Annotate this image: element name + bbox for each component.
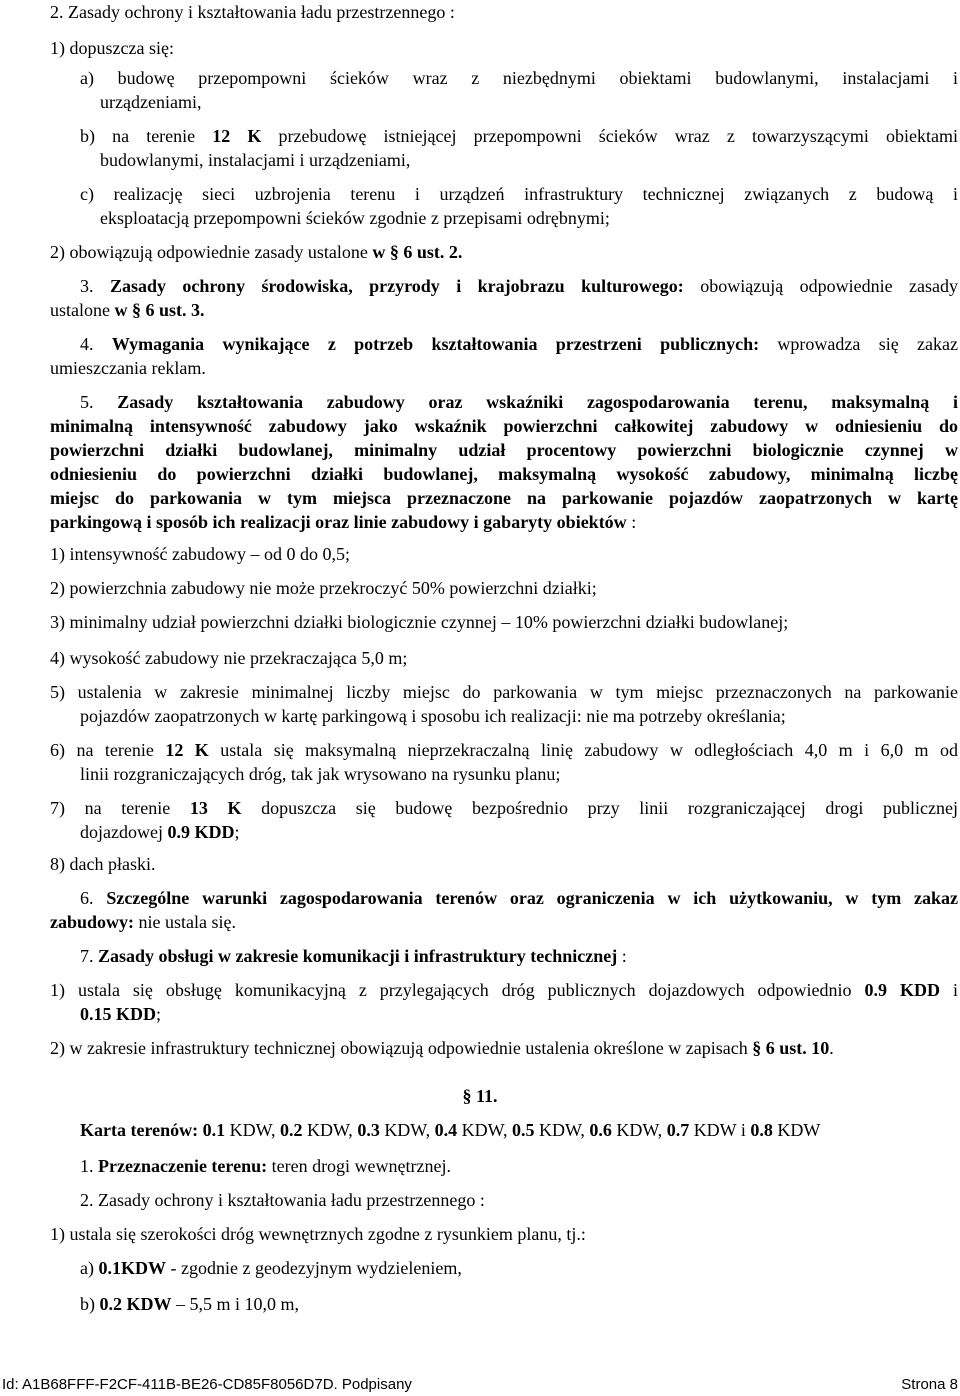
list-item: 6) na terenie 12 K ustala się maksymalną nieprzekraczalną linię zabudowy w odległościach 4,0 m i 6,0 m od (50, 740, 958, 760)
paragraph-continuation: ustalone w § 6 ust. 3. (50, 300, 205, 320)
paragraph-continuation: zabudowy: nie ustala się. (50, 912, 236, 932)
list-item: 7) na terenie 13 K dopuszcza się budowę bezpośrednio przy linii rozgraniczającej drogi publicznej (50, 798, 958, 818)
list-item-continuation: urządzeniami, (100, 92, 202, 112)
page-number: Strona 8 (901, 1376, 958, 1393)
paragraph-line: miejsc do parkowania w tym miejsca przeznaczone na parkowanie pojazdów zaopatrzonych w kartę (50, 488, 958, 508)
paragraph-line: powierzchni działki budowlanej, minimalny udział procentowy powierzchni biologicznie czynnej w (50, 440, 958, 460)
section-heading: 2. Zasady ochrony i kształtowania ładu przestrzennego : (80, 1190, 485, 1210)
paragraph-line: odniesieniu do powierzchni działki budowlanej, maksymalną wysokość zabudowy, minimalną liczbę (50, 464, 958, 484)
list-item-continuation: linii rozgraniczających dróg, tak jak wrysowano na rysunku planu; (80, 764, 561, 784)
list-item: 1) intensywność zabudowy – od 0 do 0,5; (50, 544, 350, 564)
paragraph-line: parkingową i sposób ich realizacji oraz linie zabudowy i gabaryty obiektów : (50, 512, 637, 532)
list-item: 2) w zakresie infrastruktury technicznej obowiązują odpowiednie ustalenia określone w zapisach § 6 ust. 10. (50, 1038, 834, 1058)
list-item-continuation: pojazdów zaopatrzonych w kartę parkingową i sposobu ich realizacji: nie ma potrzeby określania; (80, 706, 786, 726)
list-item: 3) minimalny udział powierzchni działki biologicznie czynnej – 10% powierzchni działki budowlanej; (50, 612, 789, 632)
section-heading: 5. Zasady kształtowania zabudowy oraz wskaźniki zagospodarowania terenu, maksymalną i (80, 392, 958, 412)
list-item-continuation: 0.15 KDD; (80, 1004, 162, 1024)
list-item: 8) dach płaski. (50, 854, 156, 874)
list-item: 1) ustala się szerokości dróg wewnętrznych zgodne z rysunkiem planu, tj.: (50, 1224, 586, 1244)
list-item: b) 0.2 KDW – 5,5 m i 10,0 m, (80, 1294, 300, 1314)
list-item: 1) ustala się obsługę komunikacyjną z przylegających dróg publicznych dojazdowych odpowiednio 0.9 KDD i (50, 980, 958, 1000)
section-heading: 4. Wymagania wynikające z potrzeb kształtowania przestrzeni publicznych: wprowadza się zakaz (80, 334, 958, 354)
list-item: b) na terenie 12 K przebudowę istniejącej przepompowni ścieków wraz z towarzyszącymi obiektami (80, 126, 958, 146)
list-item-continuation: eksploatacją przepompowni ścieków zgodnie z przepisami odrębnymi; (100, 208, 610, 228)
paragraph-continuation: umieszczania reklam. (50, 358, 206, 378)
list-item: c) realizację sieci uzbrojenia terenu i urządzeń infrastruktury technicznej związanych z budową i (80, 184, 958, 204)
section-heading: 3. Zasady ochrony środowiska, przyrody i krajobrazu kulturowego: obowiązują odpowiednie zasady (80, 276, 959, 296)
section-heading: 1. Przeznaczenie terenu: teren drogi wewnętrznej. (80, 1156, 452, 1176)
list-item: 2) obowiązują odpowiednie zasady ustalone w § 6 ust. 2. (50, 242, 463, 262)
list-item: a) budowę przepompowni ścieków wraz z niezbędnymi obiektami budowlanymi, instalacjami i (80, 68, 958, 88)
list-item: a) 0.1KDW - zgodnie z geodezyjnym wydzieleniem, (80, 1258, 462, 1278)
list-item-continuation: dojazdowej 0.9 KDD; (80, 822, 240, 842)
section-heading: 2. Zasady ochrony i kształtowania ładu przestrzennego : (50, 2, 455, 22)
list-item: 5) ustalenia w zakresie minimalnej liczby miejsc do parkowania w tym miejsc przeznaczonych na parkowanie (50, 682, 958, 702)
document-id: Id: A1B68FFF-F2CF-411B-BE26-CD85F8056D7D. Podpisany (2, 1376, 412, 1393)
list-item: 4) wysokość zabudowy nie przekraczająca 5,0 m; (50, 648, 408, 668)
list-item-continuation: budowlanymi, instalacjami i urządzeniami, (100, 150, 411, 170)
list-item: 1) dopuszcza się: (50, 38, 174, 58)
section-heading: 7. Zasady obsługi w zakresie komunikacji i infrastruktury technicznej : (80, 946, 627, 966)
section-heading: 6. Szczególne warunki zagospodarowania terenów oraz ograniczenia w ich użytkowaniu, w tym zakaz (80, 888, 958, 908)
paragraph-number: § 11. (462, 1086, 498, 1106)
list-item: 2) powierzchnia zabudowy nie może przekroczyć 50% powierzchni działki; (50, 578, 597, 598)
terrain-card-heading: Karta terenów: 0.1 KDW, 0.2 KDW, 0.3 KDW, 0.4 KDW, 0.5 KDW, 0.6 KDW, 0.7 KDW i 0.8 KDW (80, 1120, 821, 1140)
paragraph-line: minimalną intensywność zabudowy jako wskaźnik powierzchni całkowitej zabudowy w odniesieniu do (50, 416, 958, 436)
